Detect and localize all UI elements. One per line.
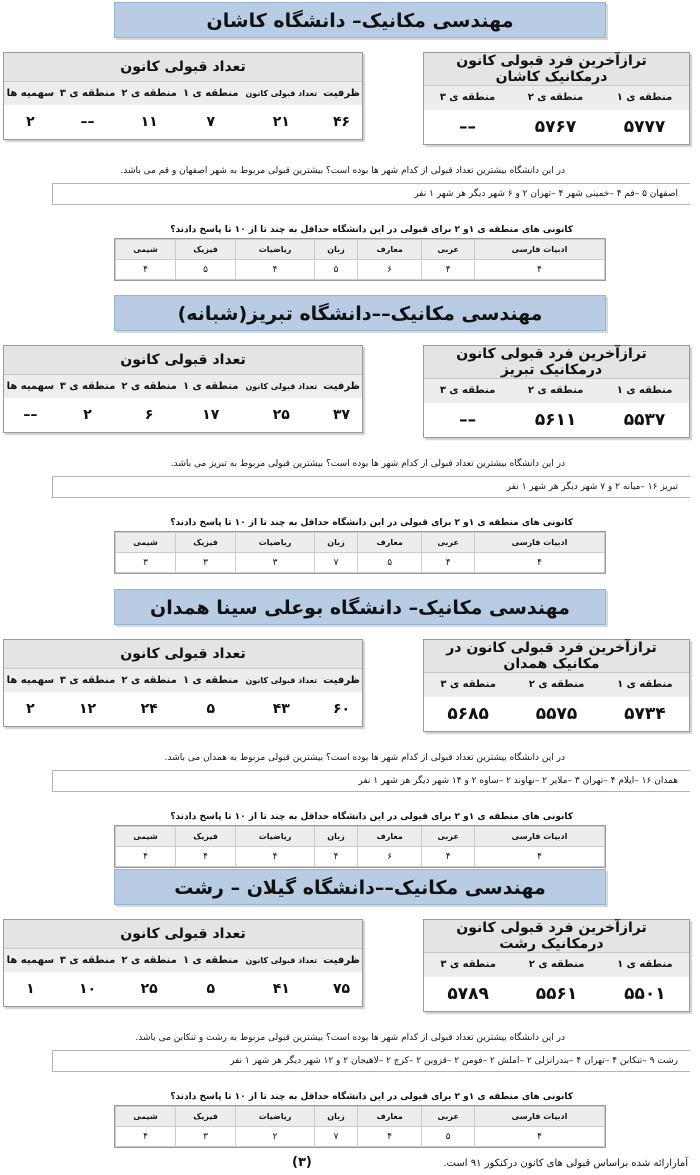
quiz-title: کانونی های منطقه ی ۱و ۲ برای قبولی در این دانشگاه حداقل به چند تا از ۱۰ تا پاسخ دادند؟	[170, 1092, 573, 1102]
rank-value: ۵۵۰۱	[624, 983, 666, 1004]
rank-header: منطقه ی ۱	[600, 379, 689, 403]
quiz-value: ۴	[116, 847, 176, 867]
quiz-value: ۴	[475, 847, 605, 867]
count-header: سهمیه ها	[4, 81, 57, 105]
count-value: ۵	[206, 701, 215, 717]
quiz-header: معارف	[358, 533, 422, 553]
quiz-value: ۵	[422, 1127, 475, 1147]
quiz-value: ۴	[475, 260, 605, 280]
rank-box	[423, 345, 690, 438]
section-banner: مهندسی مکانیک––دانشگاه گیلان – رشت	[114, 869, 606, 905]
count-value: ۱۲	[78, 701, 97, 717]
quiz-value: ۴	[236, 260, 315, 280]
quiz-value: ۵	[314, 260, 357, 280]
quiz-header: معارف	[358, 1107, 422, 1127]
quiz-header: فیزیک	[175, 240, 235, 260]
rank-box	[423, 919, 690, 1012]
count-box	[3, 345, 363, 433]
count-header: تعداد قبولی کانون	[242, 948, 322, 972]
rank-box	[423, 639, 690, 732]
rank-header: منطقه ی ۳	[424, 673, 512, 697]
quiz-value: ۴	[175, 847, 235, 867]
quiz-title: کانونی های منطقه ی ۱و ۲ برای قبولی در این دانشگاه حداقل به چند تا از ۱۰ تا پاسخ دادند؟	[170, 812, 573, 822]
city-question: در این دانشگاه بیشترین تعداد قبولی از کدام شهر ها بوده است؟ بیشترین قبولی مربوط به تبریز می باشد.	[170, 459, 565, 469]
quiz-header: معارف	[358, 827, 422, 847]
count-header: تعداد قبولی کانون	[242, 81, 322, 105]
rank-value: ۵۷۶۷	[534, 116, 577, 137]
rank-box	[423, 52, 690, 145]
count-value: ۶	[144, 407, 154, 423]
count-value: ––	[23, 407, 38, 423]
rank-header: منطقه ی ۲	[512, 953, 600, 977]
count-value: ۲	[83, 407, 92, 423]
quiz-header: ادبیات فارسی	[475, 827, 605, 847]
rank-value: ––	[459, 409, 477, 430]
quiz-value: ۴	[422, 553, 475, 573]
count-header: سهمیه ها	[4, 668, 57, 692]
quiz-header: عربی	[422, 1107, 475, 1127]
count-value: ۷	[206, 114, 215, 130]
quiz-value: ۴	[116, 1127, 176, 1147]
count-value: ۱	[26, 981, 35, 997]
rank-value: ۵۵۷۵	[535, 703, 578, 724]
rank-header: منطقه ی ۱	[600, 86, 689, 110]
section-banner: مهندسی مکانیک– دانشگاه بوعلی سینا همدان	[114, 589, 606, 625]
quiz-header: معارف	[358, 240, 422, 260]
quiz-header: ریاضیات	[236, 827, 315, 847]
count-value: ۲۱	[272, 114, 290, 130]
quiz-table	[114, 825, 606, 868]
quiz-header: شیمی	[116, 1107, 176, 1127]
quiz-title: کانونی های منطقه ی ۱و ۲ برای قبولی در این دانشگاه حداقل به چند تا از ۱۰ تا پاسخ دادند؟	[170, 225, 573, 235]
quiz-header: عربی	[422, 533, 475, 553]
quiz-header: ادبیات فارسی	[475, 240, 605, 260]
rank-title: ترازآخرین فرد قبولی کانون در مکانیک همدان	[424, 640, 689, 673]
city-answer: رشت ۹ –تنکابن ۴ –تهران ۴ –بندرانزلی ۲ –املش ۲ –فومن ۲ –قزوین ۲ –کرج ۲ –لاهیجان ۲ و ۱۲ شهر دیگر هر شهر ۱ نفر	[52, 1050, 690, 1072]
count-header: ظرفیت	[321, 81, 362, 105]
count-box	[3, 639, 363, 727]
quiz-header: شیمی	[116, 533, 176, 553]
quiz-header: عربی	[422, 240, 475, 260]
count-value: ۵	[206, 981, 215, 997]
count-header: ظرفیت	[321, 374, 362, 398]
quiz-header: ریاضیات	[236, 1107, 315, 1127]
city-answer: تبریز ۱۶ –میانه ۲ و ۷ شهر دیگر هر شهر ۱ نفر	[52, 476, 690, 498]
count-title: تعداد قبولی کانون	[4, 920, 362, 948]
rank-title: ترازآخرین فرد قبولی کانون درمکانیک تبریز	[424, 346, 689, 379]
rank-value: ۵۷۳۴	[624, 703, 666, 724]
quiz-table	[114, 238, 606, 281]
count-value: ۲۵	[140, 981, 158, 997]
rank-header: منطقه ی ۳	[424, 379, 511, 403]
quiz-header: فیزیک	[175, 827, 235, 847]
rank-header: منطقه ی ۱	[601, 953, 689, 977]
count-value: ۲۴	[140, 701, 158, 717]
rank-header: منطقه ی ۲	[512, 673, 600, 697]
quiz-table	[114, 531, 606, 574]
quiz-header: زبان	[314, 240, 357, 260]
quiz-value: ۷	[314, 1127, 357, 1147]
footer-note: آمارارائه شده براساس قبولی های کانون درکنکور ۹۱ است.	[443, 1158, 688, 1169]
quiz-header: زبان	[314, 533, 357, 553]
quiz-header: عربی	[422, 827, 475, 847]
count-header: منطقه ی ۱	[180, 81, 242, 105]
quiz-value: ۴	[236, 847, 315, 867]
count-title: تعداد قبولی کانون	[4, 346, 362, 374]
rank-header: منطقه ی ۱	[601, 673, 689, 697]
quiz-value: ۳	[175, 1127, 235, 1147]
count-header: منطقه ی ۲	[118, 948, 180, 972]
count-header: تعداد قبولی کانون	[242, 374, 322, 398]
rank-title: ترازآخرین فرد قبولی کانون درمکانیک کاشان	[424, 53, 689, 86]
quiz-value: ۴	[475, 553, 605, 573]
count-value: ۶۰	[333, 701, 351, 717]
quiz-header: ریاضیات	[236, 533, 315, 553]
quiz-value: ۲	[236, 1127, 315, 1147]
city-answer: اصفهان ۵ –قم ۴ –خمینی شهر ۴ –تهران ۲ و ۶ شهر دیگر هر شهر ۱ نفر	[52, 183, 690, 205]
rank-value: ––	[458, 116, 476, 137]
section-banner: مهندسی مکانیک– دانشگاه کاشان	[114, 2, 606, 38]
quiz-value: ۴	[116, 260, 176, 280]
count-value: ۳۷	[333, 407, 351, 423]
quiz-header: ادبیات فارسی	[475, 533, 605, 553]
rank-value: ۵۷۸۹	[447, 983, 489, 1004]
quiz-header: زبان	[314, 827, 357, 847]
quiz-value: ۴	[358, 1127, 422, 1147]
quiz-header: شیمی	[116, 827, 176, 847]
quiz-value: ۴	[422, 260, 475, 280]
quiz-value: ۴	[314, 847, 357, 867]
count-header: منطقه ی ۱	[180, 668, 242, 692]
rank-header: منطقه ی ۲	[511, 379, 600, 403]
count-value: ––	[80, 114, 95, 130]
count-header: منطقه ی ۳	[57, 948, 119, 972]
quiz-value: ۴	[475, 1127, 605, 1147]
count-header: منطقه ی ۳	[57, 81, 119, 105]
count-value: ۴۶	[333, 114, 351, 130]
count-value: ۱۷	[202, 407, 220, 423]
quiz-header: زبان	[314, 1107, 357, 1127]
rank-value: ۵۵۶۱	[535, 983, 578, 1004]
city-answer: همدان ۱۶ –ایلام ۴ –تهران ۳ –ملایر ۲ –نهاوند ۲ –ساوه ۲ و ۱۴ شهر دیگر هر شهر ۱ نفر	[52, 770, 690, 792]
rank-header: منطقه ی ۳	[424, 953, 512, 977]
count-box	[3, 919, 363, 1007]
section-banner: مهندسی مکانیک––دانشگاه تبریز(شبانه)	[114, 295, 606, 331]
count-box	[3, 52, 363, 140]
count-header: ظرفیت	[321, 948, 362, 972]
count-header: منطقه ی ۳	[57, 668, 119, 692]
count-header: منطقه ی ۲	[118, 81, 180, 105]
count-title: تعداد قبولی کانون	[4, 640, 362, 668]
quiz-header: شیمی	[116, 240, 176, 260]
count-header: منطقه ی ۲	[118, 668, 180, 692]
quiz-header: ادبیات فارسی	[475, 1107, 605, 1127]
quiz-value: ۴	[422, 847, 475, 867]
count-value: ۴۱	[272, 981, 290, 997]
count-value: ۲	[26, 701, 35, 717]
rank-value: ۵۵۳۷	[623, 409, 666, 430]
quiz-header: فیزیک	[175, 1107, 235, 1127]
quiz-value: ۶	[358, 847, 422, 867]
count-header: سهمیه ها	[4, 374, 57, 398]
count-value: ۱۰	[78, 981, 97, 997]
count-header: منطقه ی ۱	[180, 948, 242, 972]
count-value: ۴۳	[272, 701, 290, 717]
quiz-value: ۳	[175, 553, 235, 573]
rank-title: ترازآخرین فرد قبولی کانون درمکانیک رشت	[424, 920, 689, 953]
count-header: ظرفیت	[321, 668, 362, 692]
quiz-header: فیزیک	[175, 533, 235, 553]
city-question: در این دانشگاه بیشترین تعداد قبولی از کدام شهر ها بوده است؟ بیشترین قبولی مربوط به شهر اصفهان و قم می باشد.	[120, 166, 565, 176]
rank-value: ۵۷۷۷	[623, 116, 666, 137]
count-header: منطقه ی ۱	[180, 374, 242, 398]
city-question: در این دانشگاه بیشترین تعداد قبولی از کدام شهر ها بوده است؟ بیشترین قبولی مربوط به همدان می باشد.	[164, 753, 565, 763]
rank-header: منطقه ی ۲	[511, 86, 600, 110]
count-value: ۲	[26, 114, 35, 130]
count-value: ۷۵	[333, 981, 351, 997]
quiz-value: ۳	[116, 553, 176, 573]
quiz-value: ۵	[358, 553, 422, 573]
page-number: (۳)	[292, 1155, 312, 1170]
rank-value: ۵۶۸۵	[447, 703, 489, 724]
count-value: ۲۵	[272, 407, 290, 423]
quiz-value: ۶	[358, 260, 422, 280]
rank-header: منطقه ی ۳	[424, 86, 511, 110]
quiz-value: ۷	[314, 553, 357, 573]
quiz-header: ریاضیات	[236, 240, 315, 260]
quiz-table	[114, 1105, 606, 1148]
quiz-value: ۳	[236, 553, 315, 573]
quiz-value: ۵	[175, 260, 235, 280]
count-value: ۱۱	[140, 114, 158, 130]
city-question: در این دانشگاه بیشترین تعداد قبولی از کدام شهر ها بوده است؟ بیشترین قبولی مربوط به رشت و تنکابن می باشد.	[135, 1033, 565, 1043]
count-header: منطقه ی ۳	[57, 374, 119, 398]
count-header: تعداد قبولی کانون	[242, 668, 322, 692]
count-title: تعداد قبولی کانون	[4, 53, 362, 81]
quiz-title: کانونی های منطقه ی ۱و ۲ برای قبولی در این دانشگاه حداقل به چند تا از ۱۰ تا پاسخ دادند؟	[170, 518, 573, 528]
count-header: منطقه ی ۲	[118, 374, 180, 398]
count-header: سهمیه ها	[4, 948, 57, 972]
rank-value: ۵۶۱۱	[534, 409, 577, 430]
